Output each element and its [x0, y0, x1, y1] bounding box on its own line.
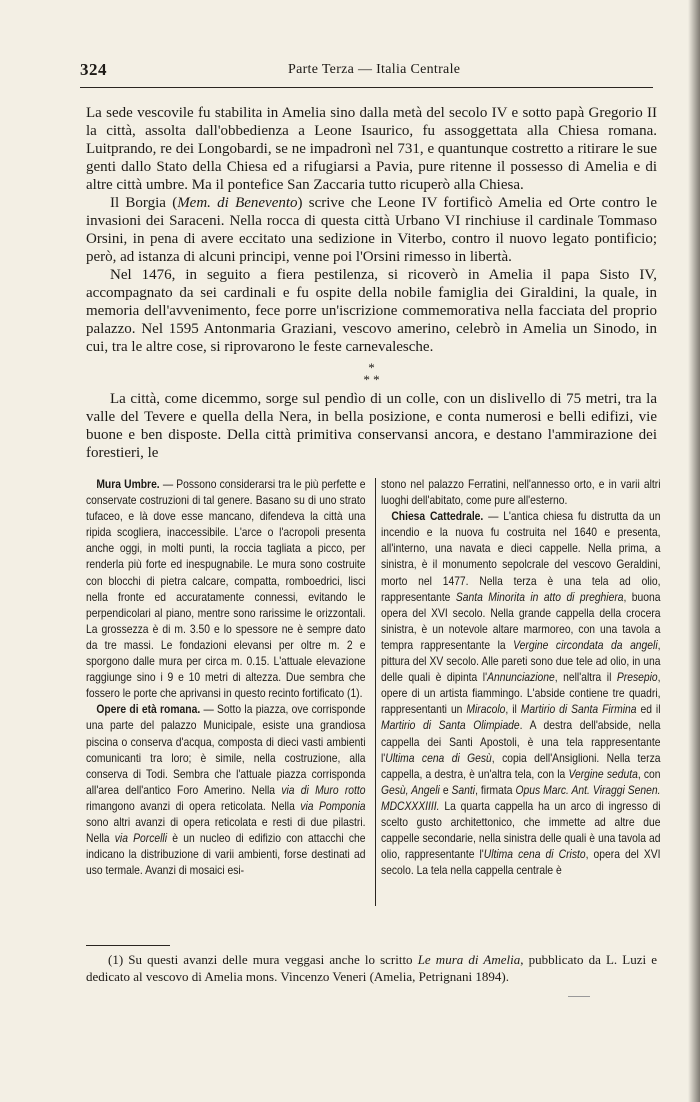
text-run: sono altri avanzi di opera reticolata e resti di due pilastri. Nella: [86, 814, 366, 846]
text-run: , pittura del XV secolo. Alle pareti sono due tele ad olio, in una delle quali è dipinta l': [381, 637, 661, 685]
text-run: rimangono avanzi di opera reticolata. Nella: [86, 798, 301, 813]
italic-run: Presepio: [616, 670, 658, 685]
italic-run: Gesù, Angeli: [381, 782, 440, 797]
paragraph: [86, 701, 366, 878]
italic-run: Le mura di Amelia: [417, 952, 521, 967]
paragraph: [381, 508, 661, 878]
italic-run: Annunciazione: [487, 670, 555, 685]
italic-run: Vergine seduta: [568, 766, 638, 781]
text-run: , con: [637, 766, 661, 781]
page-header: [80, 60, 653, 88]
page-edge-shadow: [688, 0, 700, 1102]
text-run: , nell'altra il: [554, 670, 617, 685]
paragraph: Nel 1476, in seguito a fiera pestilenza, si ricoverò in Amelia il papa Sisto IV, accompagnato da sei cardinali e fu ospite della nobile famiglia dei Giraldini, la quale, in memoria dell'avvenimento, fece porre un'iscrizione commemorativa nella facciata del proprio palazzo. Nel 1595 Antonmaria Graziani, vescovo amerino, celebrò in Amelia un Sinodo, in cui, tra le altre cose, si riprovarono le feste carnevalesche.: [86, 267, 657, 355]
italic-run: Vergine circondata da angeli: [513, 637, 658, 652]
text-run: ed il: [636, 702, 661, 717]
header-rule: [80, 87, 653, 88]
italic-run: Ultima cena di Cristo: [483, 847, 586, 862]
citation-italic: Mem. di Benevento: [177, 195, 298, 211]
paragraph: [86, 194, 657, 266]
text-run: . A destra dell'abside, nella cappella dei Santi Apostoli, è una tela rappresentante l': [381, 718, 661, 765]
text-run: Il Borgia (: [110, 195, 178, 211]
paragraph: La sede vescovile fu stabilita in Amelia sino dalla metà del secolo IV e sotto papà Gregorio II la città, assolta dall'obbedienza a Leone Isaurico, fu assoggettata alla Chiesa romana. Luitprando, re dei Longobardi, se ne impadronì nel 731, e quantunque costretto a ritirare le sue genti dallo Stato della Chiesa ed a rifugiarsi a Pavia, pure ritenne il possesso di Amelia e di altre città umbre. Ma il pontefice San Zaccaria tutto ricuperò alla Chiesa.: [86, 105, 657, 193]
italic-run: via di Muro rotto: [281, 782, 366, 797]
italic-run: Martirio di Santa Olimpiade: [381, 718, 520, 733]
column-divider: [375, 478, 376, 906]
text-run: — L'antica chiesa fu distrutta da un incendio e la nuova fu costruita nel 1640 e presenta, all'interno, una navata e dieci cappelle. Nella prima, a sinistra, è il monumento sepolcrale del vescovo Geraldini, morto nel 1477. Nella terza è una tela ad olio, rappresentante: [381, 509, 661, 604]
text-run: , pubblicato da L. Luzi e dedicato al vescovo di Amelia mons. Vincenzo Veneri (Amelia, Petrignani 1894).: [86, 952, 657, 984]
footnote-text: [86, 951, 657, 985]
paragraph: La città, come dicemmo, sorge sul pendìo di un colle, con un dislivello di 75 metri, tra la valle del Tevere e quella della Nera, in bella posizione, e conta numerosi e belli edifizi, vie buone e ben disposte. Della città primitiva conservansi ancora, e destano l'ammirazione dei forestieri, le: [86, 391, 657, 461]
italic-run: Ultima cena di Gesù: [385, 750, 492, 765]
text-run: , opera del XVI secolo. La tela nella cappella centrale è: [381, 847, 661, 878]
text-run: ) scrive che Leone IV fortificò Amelia ed Orte contro le invasioni dei Saraceni. Nella rocca di questa città Urbano VI rinchiuse il cardinale Tommaso Orsini, in pena di avere eccitato una sedizione in Viterbo, contro il nuovo legato pontificio; però, ad istanza di alcuni principi, venne poi l'Orsini rimesso in libertà.: [86, 195, 657, 265]
italic-run: Santi: [451, 782, 476, 797]
italic-run: Martirio di Santa Firmina: [520, 702, 637, 717]
text-run: (1) Su questi avanzi delle mura veggasi anche lo scritto: [108, 952, 418, 967]
italic-run: Santa Minorita in atto di preghiera: [455, 589, 624, 604]
text-run: , il: [505, 702, 521, 717]
italic-run: via Pomponia: [300, 798, 366, 813]
left-column: [86, 476, 366, 878]
text-run: è un nucleo di edifizio con attacchi che indicano la distribuzione di varii ambienti, forse destinati ad uso termale. Avanzi di mosaici esi-: [86, 831, 366, 878]
text-run: — Possono considerarsi tra le più perfette e conservate costruzioni di tal genere. Basano su di uno strato tufaceo, e là dove esse mancano, difendeva la città una ripida scogliera, inaccessibile. L'arce o l'acropoli presenta anche oggi, in molti punti, la roccia tagliata a picco, per renderla più forte ed inespugnabile. Le mura sono costruite con blocchi di pietra calcare, compatta, romboedrici, lisci nella fronte ed accuratamente connessi, evitando le perpendicolari al piano, mentre sono rarissime le orizzontali. La grossezza è di m. 3.50 e lo spessore ne è sempre dato da tre massi. Le fondazioni elevansi per oltre m. 2 e sporgono dalle mura per circa m. 0.15. L'attuale elevazione raggiunge sino i 9 e 10 metri di altezza. Due sembra che fossero le porte che aprivansi in questo recinto fortificato (1).: [86, 477, 366, 701]
paragraph: [86, 476, 366, 701]
text-run: , firmata: [475, 782, 516, 797]
italic-run: Miracolo: [466, 702, 506, 717]
text-run: , opere di un artista fiammingo. L'abside contiene tre quadri, rappresentanti un: [381, 670, 661, 717]
running-head: Parte Terza — Italia Centrale: [288, 62, 461, 77]
text-run: — Sotto la piazza, ove corrisponde una parte del palazzo Municipale, esiste una grandiosa piscina o conserva d'acqua, composta di dieci vasti ambienti comunicanti tra loro; è simile, nella costruzione, alla conserva di Todi. Sembra che l'attuale piazza corrisponda all'area dell'antico Foro Amerino. Nella: [86, 702, 366, 797]
text-run: , copia dell'Ansiglioni. Nella terza cappella, a destra, è un'altra tela, con la: [381, 750, 661, 781]
section-heading: Chiesa Cattedrale.: [391, 509, 484, 524]
right-column: [381, 476, 661, 878]
two-column-section: [86, 476, 661, 916]
main-text: [86, 104, 657, 462]
italic-run: via Porcelli: [114, 831, 168, 846]
text-run: , buona opera del XVI secolo. Nella grande cappella della crocera sinistra, è un notevole altare marmoreo, con una tavola a tempra rappresentante la: [381, 589, 661, 652]
text-run: e: [439, 782, 452, 797]
section-heading: Mura Umbre.: [96, 477, 160, 491]
section-separator: * * *: [363, 360, 380, 387]
paragraph: stono nel palazzo Ferratini, nell'annesso orto, e in varii altri luoghi dell'abitato, come pure all'esterno.: [381, 477, 661, 508]
text-run: La quarta cappella ha un arco di ingresso di scelto gusto architettonico, che immette ad altre due cappelle secondarie, nella sinistra delle quali è una tavola ad olio, rappresentante l': [381, 798, 661, 862]
print-mark: [568, 996, 590, 997]
footnote-rule: [86, 945, 170, 946]
page-number: 324: [80, 60, 107, 79]
italic-run: Opus Marc. Ant. Viraggi Senen. MDCXXXIIII.: [381, 782, 661, 813]
footnote: [86, 951, 657, 985]
section-heading: Opere di età romana.: [96, 702, 201, 717]
